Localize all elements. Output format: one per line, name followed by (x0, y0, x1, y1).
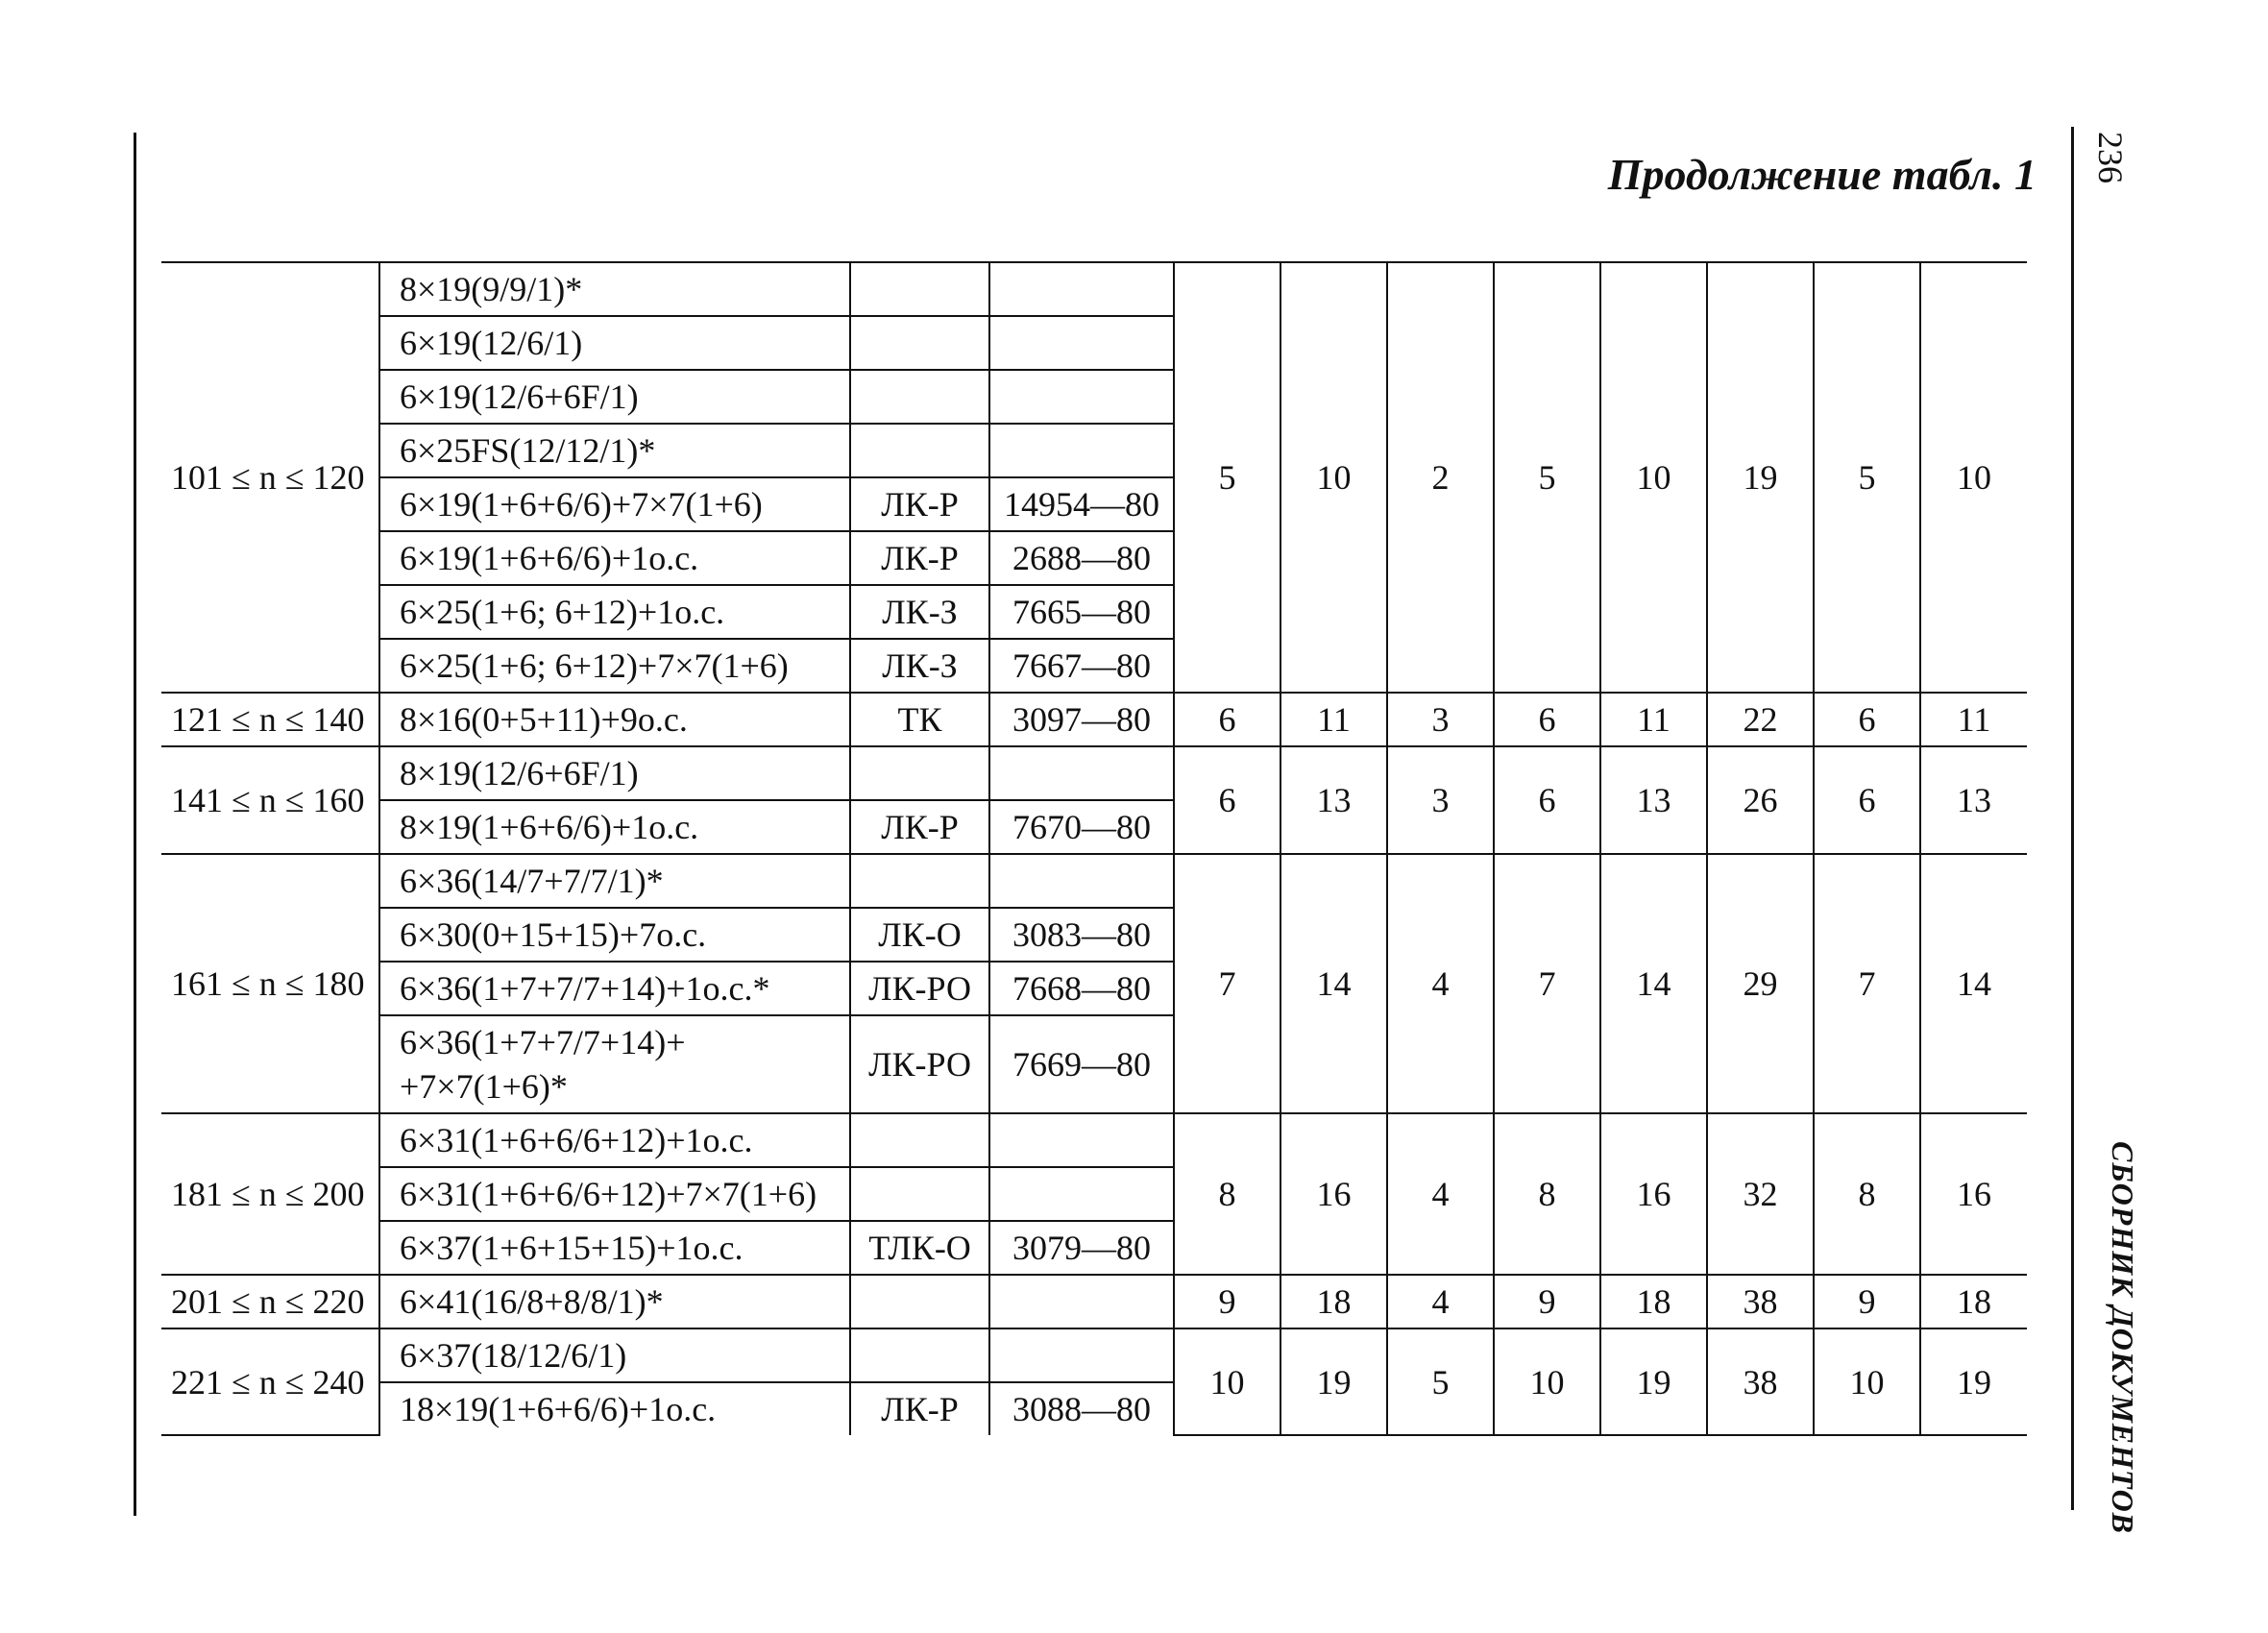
value-cell: 16 (1600, 1113, 1707, 1275)
value-cell: 8 (1174, 1113, 1280, 1275)
gost-number-cell: 2688—80 (989, 531, 1174, 585)
value-cell: 19 (1707, 262, 1814, 693)
gost-number-cell: 3088—80 (989, 1382, 1174, 1435)
collection-title: СБОРНИК ДОКУМЕНТОВ (2106, 1141, 2140, 1535)
value-cell: 18 (1280, 1275, 1387, 1328)
rope-design-cell: 6×41(16/8+8/8/1)* (379, 1275, 850, 1328)
rope-type-cell: ЛК-РО (850, 962, 989, 1015)
value-cell: 19 (1600, 1328, 1707, 1435)
value-cell: 13 (1920, 746, 2027, 854)
rope-type-cell (850, 1167, 989, 1221)
rope-design-cell: 6×31(1+6+6/6+12)+1о.с. (379, 1113, 850, 1167)
value-cell: 9 (1494, 1275, 1600, 1328)
rope-type-cell (850, 424, 989, 477)
table-row (161, 746, 2027, 800)
table-row (161, 1113, 2027, 1167)
rope-design-cell: 8×16(0+5+11)+9о.с. (379, 693, 850, 746)
gost-number-cell: 3097—80 (989, 693, 1174, 746)
value-cell: 11 (1280, 693, 1387, 746)
value-cell: 7 (1494, 854, 1600, 1113)
rope-type-cell: ЛК-З (850, 639, 989, 693)
rope-type-cell: ЛК-З (850, 585, 989, 639)
value-cell: 6 (1814, 746, 1920, 854)
value-cell: 3 (1387, 746, 1494, 854)
value-cell: 2 (1387, 262, 1494, 693)
value-cell: 11 (1920, 693, 2027, 746)
value-cell: 14 (1600, 854, 1707, 1113)
rope-design-cell: 6×25(1+6; 6+12)+1о.с. (379, 585, 850, 639)
value-cell: 29 (1707, 854, 1814, 1113)
value-cell: 32 (1707, 1113, 1814, 1275)
rope-design-cell: 6×25FS(12/12/1)* (379, 424, 850, 477)
gost-number-cell: 7665—80 (989, 585, 1174, 639)
page-number: 236 (2091, 132, 2130, 183)
range-cell: 161 ≤ n ≤ 180 (161, 854, 379, 1113)
gost-number-cell (989, 1113, 1174, 1167)
table-row (161, 262, 2027, 316)
value-cell: 11 (1600, 693, 1707, 746)
value-cell: 22 (1707, 693, 1814, 746)
value-cell: 9 (1814, 1275, 1920, 1328)
right-margin-line (2071, 127, 2074, 1510)
rope-type-cell (850, 262, 989, 316)
rope-specification-table (161, 261, 2027, 1436)
value-cell: 5 (1174, 262, 1280, 693)
range-cell: 181 ≤ n ≤ 200 (161, 1113, 379, 1275)
rope-design-cell: 6×36(1+7+7/7+14)+1о.с.* (379, 962, 850, 1015)
gost-number-cell (989, 262, 1174, 316)
rope-type-cell (850, 1275, 989, 1328)
gost-number-cell (989, 1328, 1174, 1382)
value-cell: 4 (1387, 1113, 1494, 1275)
value-cell: 10 (1174, 1328, 1280, 1435)
gost-number-cell: 3083—80 (989, 908, 1174, 962)
value-cell: 4 (1387, 854, 1494, 1113)
gost-number-cell (989, 746, 1174, 800)
value-cell: 10 (1814, 1328, 1920, 1435)
table-row (161, 693, 2027, 746)
rope-type-cell (850, 1113, 989, 1167)
table-row (161, 1328, 2027, 1382)
value-cell: 13 (1600, 746, 1707, 854)
value-cell: 5 (1494, 262, 1600, 693)
gost-number-cell (989, 854, 1174, 908)
rope-design-cell: 6×30(0+15+15)+7о.с. (379, 908, 850, 962)
value-cell: 13 (1280, 746, 1387, 854)
rope-design-cell: 6×19(12/6/1) (379, 316, 850, 370)
value-cell: 14 (1280, 854, 1387, 1113)
value-cell: 4 (1387, 1275, 1494, 1328)
value-cell: 5 (1387, 1328, 1494, 1435)
rope-design-cell: 6×31(1+6+6/6+12)+7×7(1+6) (379, 1167, 850, 1221)
gost-number-cell (989, 1275, 1174, 1328)
table-row (161, 854, 2027, 908)
value-cell: 16 (1280, 1113, 1387, 1275)
rope-design-cell: 18×19(1+6+6/6)+1о.с. (379, 1382, 850, 1435)
rope-design-cell: 6×37(1+6+15+15)+1о.с. (379, 1221, 850, 1275)
range-cell: 221 ≤ n ≤ 240 (161, 1328, 379, 1435)
rope-design-cell: 8×19(1+6+6/6)+1о.с. (379, 800, 850, 854)
gost-number-cell (989, 424, 1174, 477)
range-cell: 201 ≤ n ≤ 220 (161, 1275, 379, 1328)
rope-type-cell: ЛК-О (850, 908, 989, 962)
value-cell: 19 (1920, 1328, 2027, 1435)
gost-number-cell: 3079—80 (989, 1221, 1174, 1275)
rope-type-cell: ЛК-Р (850, 800, 989, 854)
rope-type-cell: ЛК-Р (850, 477, 989, 531)
value-cell: 8 (1814, 1113, 1920, 1275)
value-cell: 6 (1814, 693, 1920, 746)
rope-type-cell: ТК (850, 693, 989, 746)
value-cell: 38 (1707, 1275, 1814, 1328)
table-body (161, 262, 2027, 1435)
gost-number-cell: 14954—80 (989, 477, 1174, 531)
value-cell: 6 (1494, 746, 1600, 854)
gost-number-cell (989, 316, 1174, 370)
value-cell: 16 (1920, 1113, 2027, 1275)
value-cell: 6 (1494, 693, 1600, 746)
value-cell: 10 (1600, 262, 1707, 693)
rope-design-cell: 8×19(9/9/1)* (379, 262, 850, 316)
rope-type-cell: ТЛК-О (850, 1221, 989, 1275)
value-cell: 7 (1174, 854, 1280, 1113)
value-cell: 10 (1920, 262, 2027, 693)
rope-type-cell (850, 370, 989, 424)
rope-design-cell: 8×19(12/6+6F/1) (379, 746, 850, 800)
value-cell: 10 (1494, 1328, 1600, 1435)
gost-number-cell: 7669—80 (989, 1015, 1174, 1113)
rope-design-cell: 6×36(1+7+7/7+14)+ +7×7(1+6)* (379, 1015, 850, 1113)
rope-type-cell (850, 1328, 989, 1382)
rope-type-cell: ЛК-Р (850, 1382, 989, 1435)
gost-number-cell: 7667—80 (989, 639, 1174, 693)
gost-number-cell: 7668—80 (989, 962, 1174, 1015)
rope-type-cell (850, 854, 989, 908)
table-continuation-heading: Продолжение табл. 1 (1607, 150, 2036, 199)
value-cell: 19 (1280, 1328, 1387, 1435)
value-cell: 10 (1280, 262, 1387, 693)
range-cell: 141 ≤ n ≤ 160 (161, 746, 379, 854)
rope-type-cell: ЛК-Р (850, 531, 989, 585)
value-cell: 5 (1814, 262, 1920, 693)
rope-design-cell: 6×37(18/12/6/1) (379, 1328, 850, 1382)
value-cell: 6 (1174, 693, 1280, 746)
rope-design-cell: 6×25(1+6; 6+12)+7×7(1+6) (379, 639, 850, 693)
rope-type-cell: ЛК-РО (850, 1015, 989, 1113)
table-row (161, 1275, 2027, 1328)
rope-design-cell: 6×19(12/6+6F/1) (379, 370, 850, 424)
rope-type-cell (850, 746, 989, 800)
gost-number-cell: 7670—80 (989, 800, 1174, 854)
gost-number-cell (989, 370, 1174, 424)
rope-design-cell: 6×36(14/7+7/7/1)* (379, 854, 850, 908)
rope-design-cell: 6×19(1+6+6/6)+7×7(1+6) (379, 477, 850, 531)
value-cell: 38 (1707, 1328, 1814, 1435)
value-cell: 3 (1387, 693, 1494, 746)
value-cell: 6 (1174, 746, 1280, 854)
left-margin-line (134, 133, 136, 1516)
gost-number-cell (989, 1167, 1174, 1221)
range-cell: 121 ≤ n ≤ 140 (161, 693, 379, 746)
value-cell: 14 (1920, 854, 2027, 1113)
value-cell: 9 (1174, 1275, 1280, 1328)
range-cell: 101 ≤ n ≤ 120 (161, 262, 379, 693)
rope-design-cell: 6×19(1+6+6/6)+1о.с. (379, 531, 850, 585)
value-cell: 18 (1920, 1275, 2027, 1328)
value-cell: 8 (1494, 1113, 1600, 1275)
value-cell: 7 (1814, 854, 1920, 1113)
rope-type-cell (850, 316, 989, 370)
value-cell: 26 (1707, 746, 1814, 854)
value-cell: 18 (1600, 1275, 1707, 1328)
